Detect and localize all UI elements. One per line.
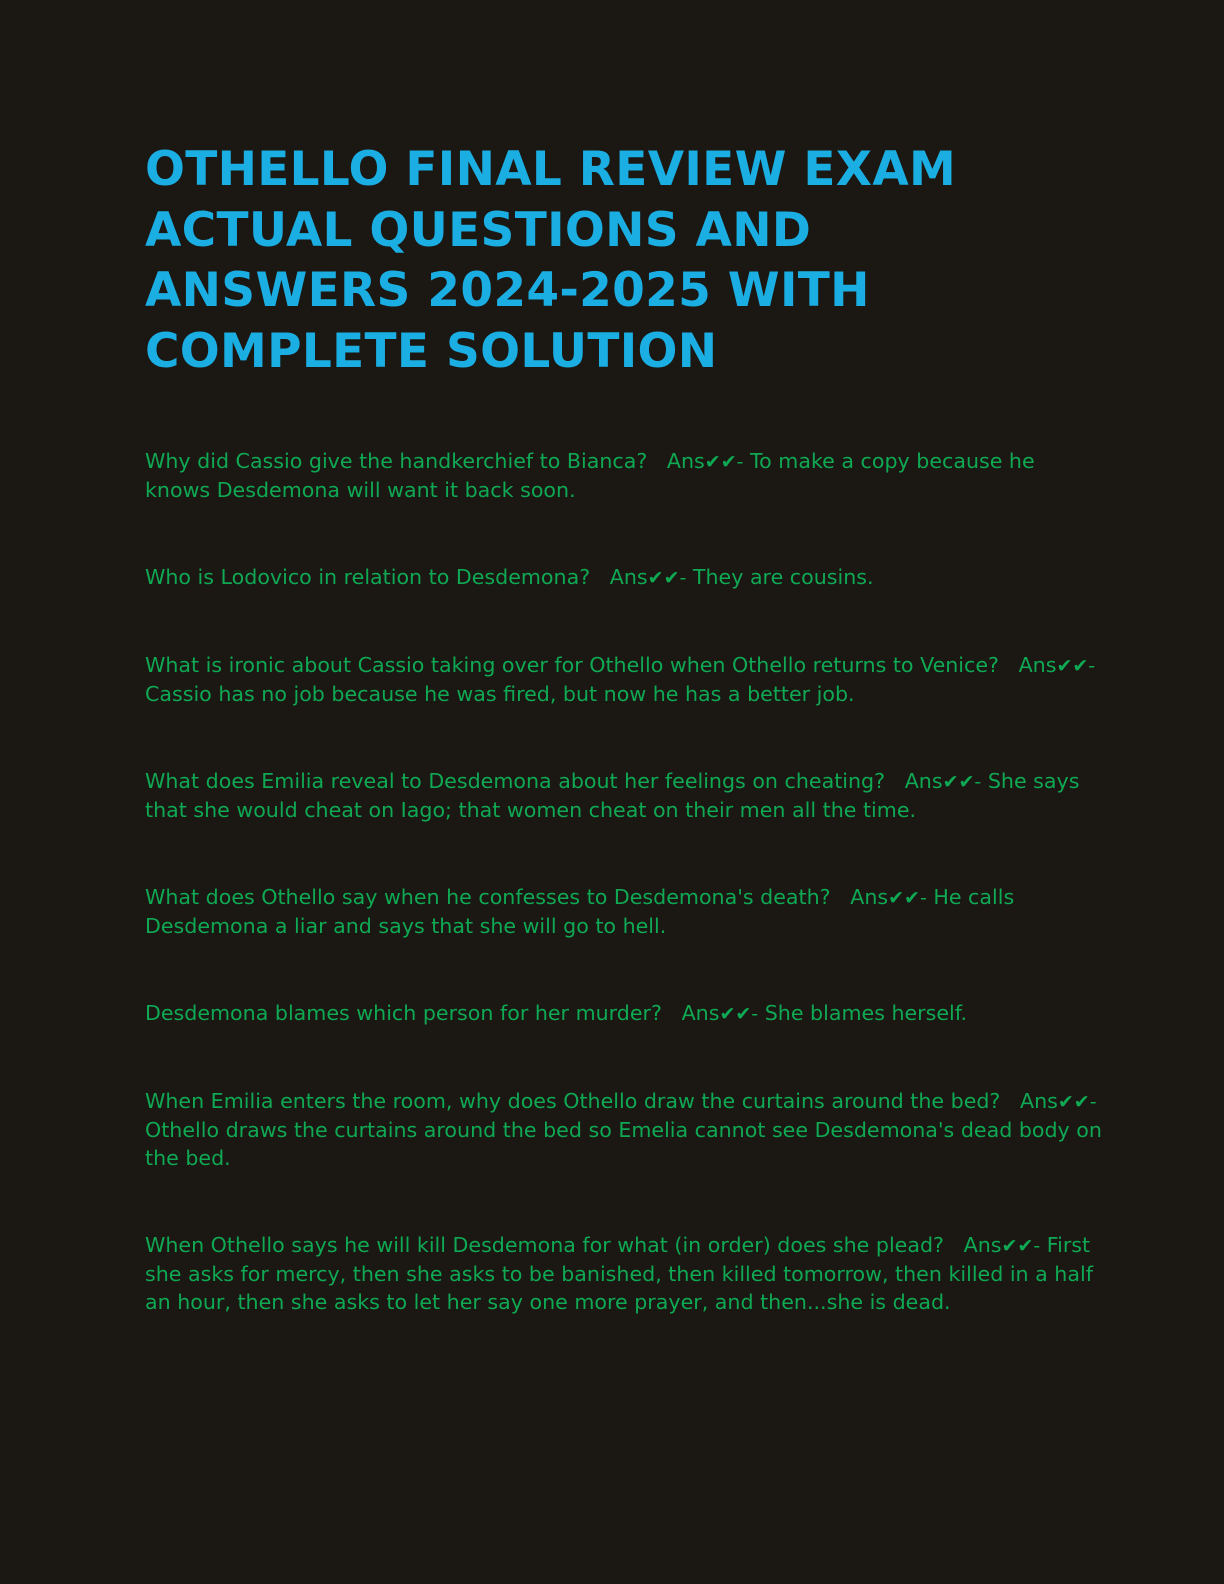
question-text: Desdemona blames which person for her murder?: [145, 1001, 662, 1025]
qa-item: [145, 1087, 1105, 1172]
qa-item: [145, 883, 1105, 940]
answer-prefix: Ans: [609, 565, 648, 589]
question-text: Why did Cassio give the handkerchief to Bianca?: [145, 449, 648, 473]
document-title: OTHELLO FINAL REVIEW EXAM ACTUAL QUESTIONS AND ANSWERS 2024-2025 WITH COMPLETE SOLUTION: [145, 142, 957, 379]
answer-text: First she asks for mercy, then she asks to be banished, then killed tomorrow, then killed in a half an hour, then she asks to let her say one more prayer, and then...she is dead.: [145, 1233, 1093, 1314]
double-check-icon: ✔✔-: [1056, 655, 1096, 677]
answer-prefix: Ans: [681, 1001, 720, 1025]
answer-prefix: Ans: [1018, 653, 1057, 677]
answer-text: She says that she would cheat on Iago; that women cheat on their men all the time.: [145, 769, 1080, 822]
answer-text: He calls Desdemona a liar and says that she will go to hell.: [145, 885, 1015, 938]
double-check-icon: ✔✔-: [1001, 1235, 1041, 1257]
answer-text: They are cousins.: [692, 565, 874, 589]
answer-prefix: Ans: [666, 449, 705, 473]
double-check-icon: ✔✔-: [704, 451, 744, 473]
answer-prefix: Ans: [963, 1233, 1002, 1257]
answer-text: Othello draws the curtains around the bed so Emelia cannot see Desdemona's dead body on the bed.: [145, 1118, 1102, 1170]
double-check-icon: ✔✔-: [1057, 1091, 1097, 1113]
double-check-icon: ✔✔-: [942, 771, 982, 793]
question-text: Who is Lodovico in relation to Desdemona?: [145, 565, 591, 589]
question-text: When Emilia enters the room, why does Othello draw the curtains around the bed?: [145, 1089, 1001, 1113]
qa-item: [145, 767, 1105, 824]
qa-list: [145, 447, 1105, 1316]
qa-item: [145, 651, 1105, 708]
answer-text: She blames herself.: [764, 1001, 968, 1025]
qa-item: [145, 1231, 1105, 1316]
qa-item: [145, 563, 1105, 592]
double-check-icon: ✔✔-: [888, 887, 927, 909]
answer-text: Cassio has no job because he was fired, but now he has a better job.: [145, 682, 855, 706]
qa-item: [145, 447, 1105, 504]
answer-prefix: Ans: [1020, 1089, 1058, 1113]
double-check-icon: ✔✔-: [719, 1003, 759, 1025]
double-check-icon: ✔✔-: [647, 567, 687, 589]
question-text: What is ironic about Cassio taking over for Othello when Othello returns to Venice?: [145, 653, 999, 677]
answer-prefix: Ans: [904, 769, 943, 793]
question-text: What does Othello say when he confesses to Desdemona's death?: [145, 885, 831, 909]
answer-text: To make a copy because he knows Desdemona will want it back soon.: [145, 449, 1035, 502]
answer-prefix: Ans: [850, 885, 889, 909]
question-text: What does Emilia reveal to Desdemona about her feelings on cheating?: [145, 769, 886, 793]
document-page: [145, 140, 1105, 1316]
qa-item: [145, 999, 1105, 1028]
question-text: When Othello says he will kill Desdemona for what (in order) does she plead?: [145, 1233, 944, 1257]
